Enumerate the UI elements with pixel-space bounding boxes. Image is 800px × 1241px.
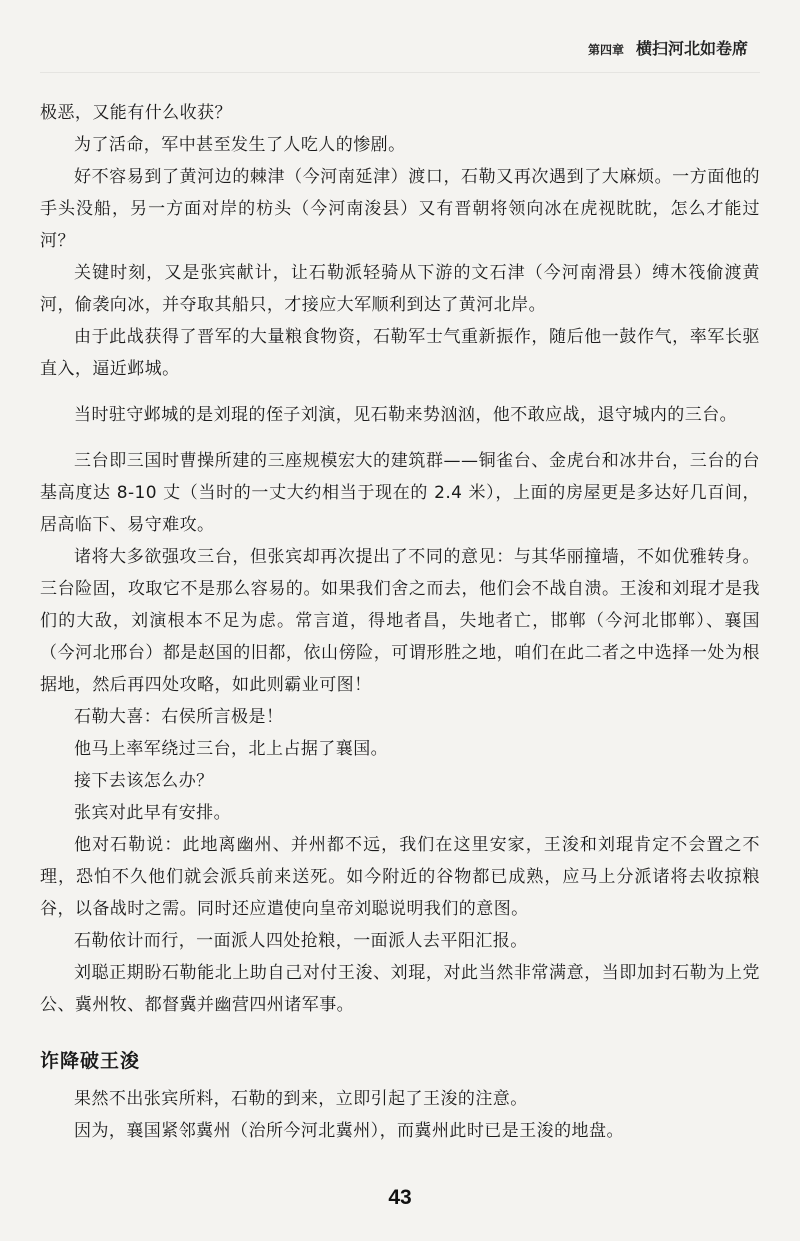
- paragraph: 关键时刻，又是张宾献计，让石勒派轻骑从下游的文石津（今河南滑县）缚木筏偷渡黄河，偷袭向冰，并夺取其船只，才接应大军顺利到达了黄河北岸。: [40, 263, 760, 315]
- paragraph: 由于此战获得了晋军的大量粮食物资，石勒军士气重新振作，随后他一鼓作气，率军长驱直入，逼近邺城。: [40, 327, 760, 379]
- paragraph: 石勒依计而行，一面派人四处抢粮，一面派人去平阳汇报。: [74, 931, 528, 951]
- paragraph: 接下去该怎么办？: [74, 771, 214, 791]
- paragraph: 张宾对此早有安排。: [74, 803, 232, 823]
- page-number: 43: [388, 1186, 412, 1209]
- header-divider: [40, 72, 760, 73]
- chapter-title: 横扫河北如卷席: [635, 39, 748, 58]
- paragraph: 好不容易到了黄河边的棘津（今河南延津）渡口，石勒又再次遇到了大麻烦。一方面他的手头没船，另一方面对岸的枋头（今河南浚县）又有晋朝将领向冰在虎视眈眈，怎么才能过河？: [40, 167, 760, 251]
- paragraph: 当时驻守邺城的是刘琨的侄子刘演，见石勒来势汹汹，他不敢应战，退守城内的三台。: [74, 405, 738, 425]
- body-text: [40, 97, 760, 1147]
- section-heading: 诈降破王浚: [40, 1050, 141, 1072]
- paragraph: 诸将大多欲强攻三台，但张宾却再次提出了不同的意见：与其华丽撞墙，不如优雅转身。三台险固，攻取它不是那么容易的。如果我们舍之而去，他们会不战自溃。王浚和刘琨才是我们的大敌，刘演根本不足为虑。常言道，得地者昌，失地者亡，邯郸（今河北邯郸）、襄国（今河北邢台）都是赵国的旧都，依山傍险，可谓形胜之地，咱们在此二者之中选择一处为根据地，然后再四处攻略，如此则霸业可图！: [40, 547, 760, 695]
- paragraph: 极恶，又能有什么收获？: [40, 103, 232, 123]
- paragraph: 刘聪正期盼石勒能北上助自己对付王浚、刘琨，对此当然非常满意，当即加封石勒为上党公、冀州牧、都督冀并幽营四州诸军事。: [40, 963, 760, 1015]
- chapter-label: 第四章: [587, 43, 624, 57]
- paragraph: 果然不出张宾所料，石勒的到来，立即引起了王浚的注意。: [74, 1089, 528, 1109]
- running-header: [588, 36, 748, 59]
- paragraph: 因为，襄国紧邻冀州（治所今河北冀州），而冀州此时已是王浚的地盘。: [74, 1121, 624, 1141]
- paragraph: 为了活命，军中甚至发生了人吃人的惨剧。: [74, 135, 406, 155]
- paragraph: 石勒大喜：右侯所言极是！: [74, 707, 284, 727]
- paragraph: 他对石勒说：此地离幽州、并州都不远，我们在这里安家，王浚和刘琨肯定不会置之不理，恐怕不久他们就会派兵前来送死。如今附近的谷物都已成熟，应马上分派诸将去收掠粮谷，以备战时之需。同时还应遣使向皇帝刘聪说明我们的意图。: [40, 835, 760, 919]
- paragraph: 他马上率军绕过三台，北上占据了襄国。: [74, 739, 389, 759]
- paragraph: 三台即三国时曹操所建的三座规模宏大的建筑群——铜雀台、金虎台和冰井台，三台的台基高度达 8-10 丈（当时的一丈大约相当于现在的 2.4 米），上面的房屋更是多达好几百间，居高临下、易守难攻。: [40, 451, 760, 535]
